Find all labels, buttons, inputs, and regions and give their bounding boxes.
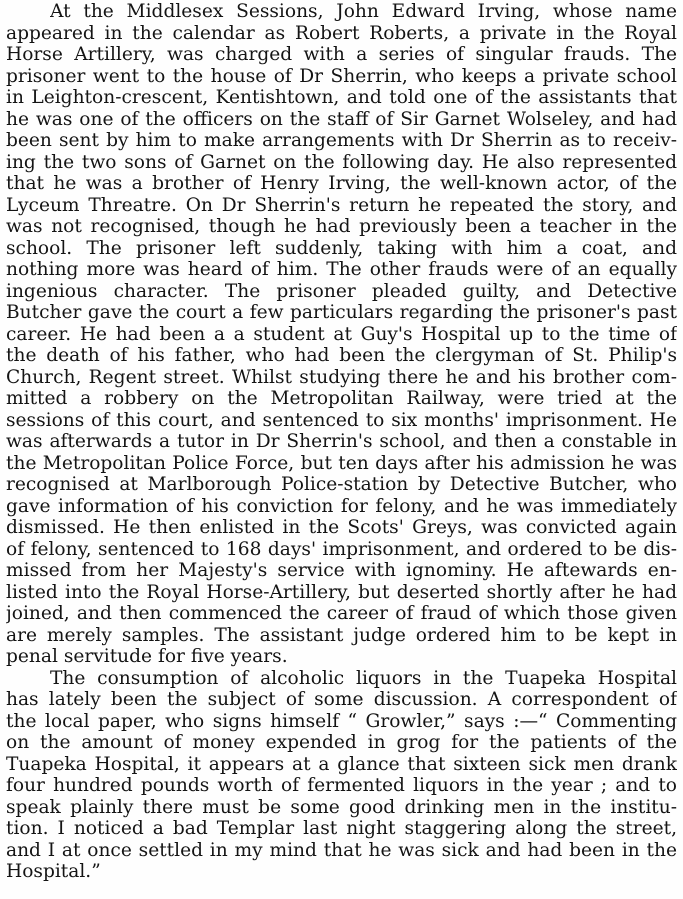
text-line: sessions of this court, and sentenced to six months' imprisonment. He <box>6 409 677 431</box>
text-line: ing the two sons of Garnet on the following day. He also represented <box>6 151 677 173</box>
text-line: gave information of his conviction for felony, and he was immediately <box>6 495 677 517</box>
text-line: career. He had been a a student at Guy's Hospital up to the time of <box>6 323 677 345</box>
text-line: school. The prisoner left suddenly, taking with him a coat, and <box>6 237 677 259</box>
text-line: the death of his father, who had been the clergyman of St. Philip's <box>6 345 677 366</box>
text-line: and I at once settled in my mind that he was sick and had been in the <box>6 839 677 861</box>
text-line: Lyceum Threatre. On Dr Sherrin's return he repeated the story, and <box>6 194 677 216</box>
text-line: in Leighton-crescent, Kentishtown, and told one of the assistants that <box>6 87 677 108</box>
text-line: speak plainly there must be some good drinking men in the institu- <box>6 796 677 818</box>
text-line: nothing more was heard of him. The other frauds were of an equally <box>6 259 677 280</box>
text-line: he was one of the officers on the staff of Sir Garnet Wolseley, and had <box>6 108 677 130</box>
text-line: ingenious character. The prisoner pleaded guilty, and Detective <box>6 280 677 302</box>
text-line: that he was a brother of Henry Irving, the well-known actor, of the <box>6 173 677 194</box>
text-line: has lately been the subject of some discussion. A correspondent of <box>6 689 677 710</box>
text-line: listed into the Royal Horse-Artillery, but deserted shortly after he had <box>6 581 677 603</box>
text-line: At the Middlesex Sessions, John Edward Irving, whose name <box>50 1 677 22</box>
text-line: Tuapeka Hospital, it appears at a glance that sixteen sick men drank <box>6 753 677 775</box>
text-line: are merely samples. The assistant judge ordered him to be kept in <box>6 624 677 646</box>
text-line: missed from her Majesty's service with ignominy. He aftewards en- <box>6 560 677 581</box>
text-line: four hundred pounds worth of fermented liquors in the year ; and to <box>6 775 677 796</box>
text-line: Horse Artillery, was charged with a series of singular frauds. The <box>6 44 677 65</box>
text-line: on the amount of money expended in grog for the patients of the <box>6 732 677 753</box>
text-line: Butcher gave the court a few particulars regarding the prisoner's past <box>6 302 677 323</box>
text-line: mitted a robbery on the Metropolitan Railway, were tried at the <box>6 388 677 409</box>
text-line: been sent by him to make arrangements with Dr Sherrin as to receiv- <box>6 130 677 151</box>
text-line: appeared in the calendar as Robert Roberts, a private in the Royal <box>6 22 677 44</box>
text-line: prisoner went to the house of Dr Sherrin, who keeps a private school <box>6 65 677 87</box>
text-line: the local paper, who signs himself “ Growler,” says :—“ Commenting <box>6 710 677 732</box>
text-line: Hospital.” <box>6 861 101 882</box>
text-line: of felony, sentenced to 168 days' imprisonment, and ordered to be dis- <box>6 538 677 560</box>
text-line: was afterwards a tutor in Dr Sherrin's school, and then a constable in <box>6 431 677 452</box>
text-line: dismissed. He then enlisted in the Scots' Greys, was convicted again <box>6 517 677 538</box>
text-line: the Metropolitan Police Force, but ten days after his admission he was <box>6 452 677 474</box>
text-line: tion. I noticed a bad Templar last night staggering along the street, <box>6 818 677 839</box>
text-line: joined, and then commenced the career of fraud of which those given <box>6 603 677 624</box>
text-line: penal servitude for five years. <box>6 646 288 667</box>
text-line: recognised at Marlborough Police-station by Detective Butcher, who <box>6 474 677 495</box>
text-line: Church, Regent street. Whilst studying there he and his brother com- <box>6 366 677 388</box>
text-line: The consumption of alcoholic liquors in the Tuapeka Hospital <box>50 667 677 689</box>
text-line: was not recognised, though he had previously been a teacher in the <box>6 216 677 237</box>
